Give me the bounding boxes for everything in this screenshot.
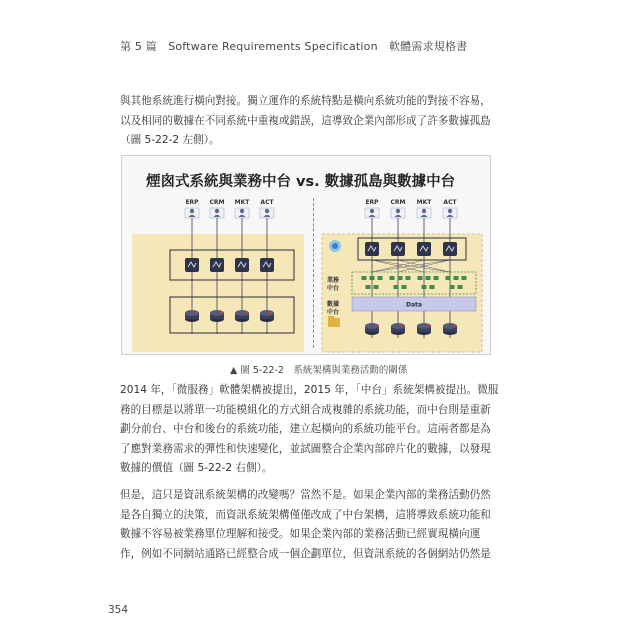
data-platform-label: 數據中台 <box>327 301 340 316</box>
page-number: 354 <box>108 604 129 616</box>
text-line: 但是，這只是資訊系統架構的改變嗎？當然不是。如果企業內部的業務活動仍然 <box>120 489 491 501</box>
text-line: 劃分前台、中台和後台的系統功能，建立起橫向的系統功能平台。這兩者都是為 <box>120 423 491 435</box>
system-label: CRM <box>209 199 225 206</box>
person-icon <box>185 208 274 218</box>
text-line: 與其他系統進行橫向對接。獨立運作的系統特點是橫向系統功能的對接不容易， <box>120 95 491 107</box>
system-label: MKT <box>416 199 432 206</box>
system-label: ERP <box>185 199 199 206</box>
data-bar-label: Data <box>406 301 422 309</box>
text-line: （圖 5-22-2 左側）。 <box>120 134 220 146</box>
text-line: 了應對業務需求的彈性和快速變化，並試圖整合企業內部碎片化的數據，以發現 <box>120 442 491 455</box>
system-label: CRM <box>390 199 406 206</box>
text-line: 數據不容易被業務單位理解和接受。如果企業內部的業務活動已經實現橫向運 <box>120 528 481 540</box>
paragraph-1 <box>120 92 494 151</box>
text-line: 務的目標是以將單一功能模組化的方式組合成複雜的系統功能，而中台則是重新 <box>120 403 491 416</box>
text-line: 2014 年，「微服務」軟體架構被提出，2015 年，「中台」系統架構被提出。微服 <box>120 384 499 396</box>
person-icon <box>365 208 457 218</box>
figure-5-22-2 <box>121 155 491 355</box>
text-line: 是各自獨立的決策，而資訊系統架構僅僅改成了中台架構，這將導致系統功能和 <box>120 508 491 521</box>
system-label: MKT <box>234 199 250 206</box>
figure-title: 煙囪式系統與業務中台 vs. 數據孤島與數據中台 <box>146 174 456 190</box>
right-diagram-middle-platform <box>320 194 485 354</box>
left-diagram-silos <box>132 194 304 354</box>
business-platform-label: 業務中台 <box>327 277 340 292</box>
figure-divider <box>313 198 314 348</box>
cloud-icon <box>329 240 341 252</box>
system-label: ACT <box>260 199 274 206</box>
paragraph-2 <box>120 381 499 479</box>
system-label: ERP <box>365 199 379 206</box>
running-head: 第 5 篇 Software Requirements Specification 軟體需求規格書 <box>120 40 468 53</box>
text-line: 作，例如不同網站通路已經整合成一個企劃單位，但資訊系統的各個網站仍然是 <box>120 547 491 560</box>
text-line: 數據的價值（圖 5-22-2 右側）。 <box>120 462 273 474</box>
paragraph-3 <box>120 486 494 564</box>
figure-caption: ▲ 圖 5-22-2 系統架構與業務活動的關係 <box>230 365 408 376</box>
system-label: ACT <box>443 199 457 206</box>
text-line: 以及相同的數據在不同系統中重複或錯誤，這導致企業內部形成了許多數據孤島 <box>120 114 491 127</box>
